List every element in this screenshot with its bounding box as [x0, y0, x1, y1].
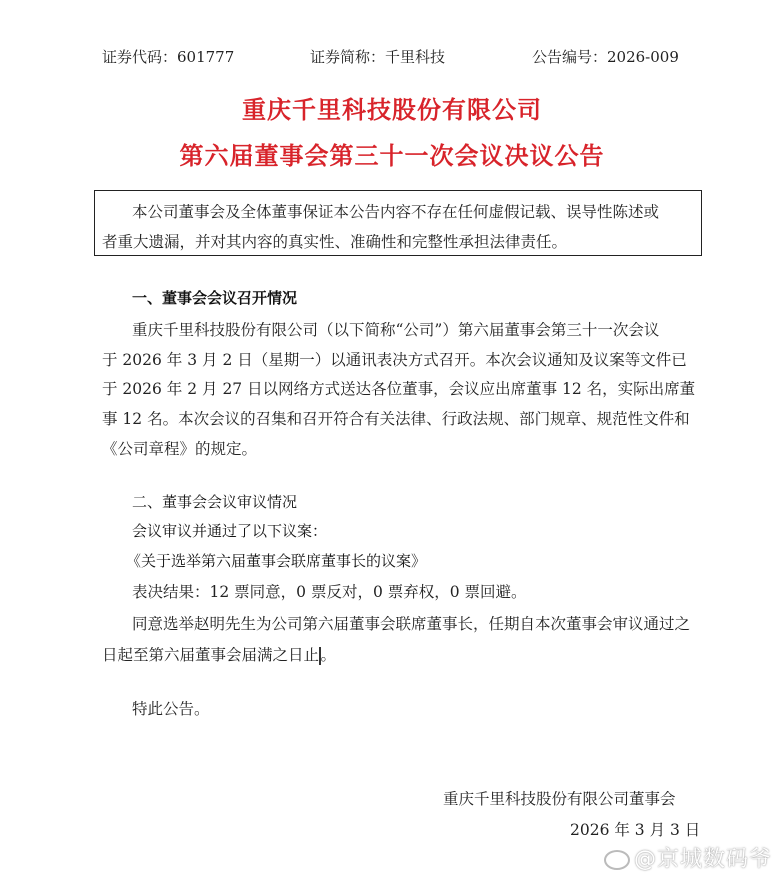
section-1-line: 重庆千里科技股份有限公司（以下简称“公司”）第六届董事会第三十一次会议 [132, 321, 660, 339]
resolution-line-2-text: 日起至第六届董事会届满之日止 [102, 646, 320, 664]
section-1-line: 于 2026 年 3 月 2 日（星期一）以通讯表决方式召开。本次会议通知及议案等文件已 [102, 351, 687, 369]
resolution-line-1: 同意选举赵明先生为公司第六届董事会联席董事长，任期自本次董事会审议通过之 [132, 615, 691, 633]
section-1-line: 于 2026 年 2 月 27 日以网络方式送达各位董事，会议应出席董事 12 名，实际出席董 [102, 380, 696, 398]
section-1-line: 《公司章程》的规定。 [102, 440, 258, 458]
stock-abbreviation: 证券简称：千里科技 [310, 48, 446, 66]
signature-organization: 重庆千里科技股份有限公司董事会 [443, 790, 676, 808]
watermark [604, 842, 772, 873]
resolution-line-2-end: 。 [320, 646, 337, 664]
company-title: 重庆千里科技股份有限公司 [242, 96, 542, 124]
signature-date: 2026 年 3 月 3 日 [570, 821, 701, 839]
announcement-number: 公告编号：2026-009 [532, 48, 679, 66]
section-1-line: 事 12 名。本次会议的召集和召开符合有关法律、行政法规、部门规章、规范性文件和 [102, 410, 690, 428]
section-2-subheading: 会议审议并通过了以下议案： [132, 522, 328, 540]
stock-code: 证券代码：601777 [102, 48, 235, 66]
weibo-icon [604, 850, 630, 870]
disclaimer-line-2: 者重大遗漏，并对其内容的真实性、准确性和完整性承担法律责任。 [102, 233, 568, 251]
announcement-title: 第六届董事会第三十一次会议决议公告 [179, 142, 605, 170]
disclaimer-line-1: 本公司董事会及全体董事保证本公告内容不存在任何虚假记载、误导性陈述或 [132, 203, 660, 221]
closing-statement: 特此公告。 [132, 700, 210, 718]
proposal-title: 《关于选举第六届董事会联席董事长的议案》 [126, 552, 427, 570]
section-1-heading: 一、董事会会议召开情况 [132, 289, 298, 307]
section-2-heading: 二、董事会会议审议情况 [132, 493, 298, 511]
resolution-line-2 [102, 643, 336, 665]
watermark-text: @京城数码爷 [633, 847, 772, 872]
vote-result: 表决结果：12 票同意，0 票反对，0 票弃权，0 票回避。 [132, 583, 527, 601]
